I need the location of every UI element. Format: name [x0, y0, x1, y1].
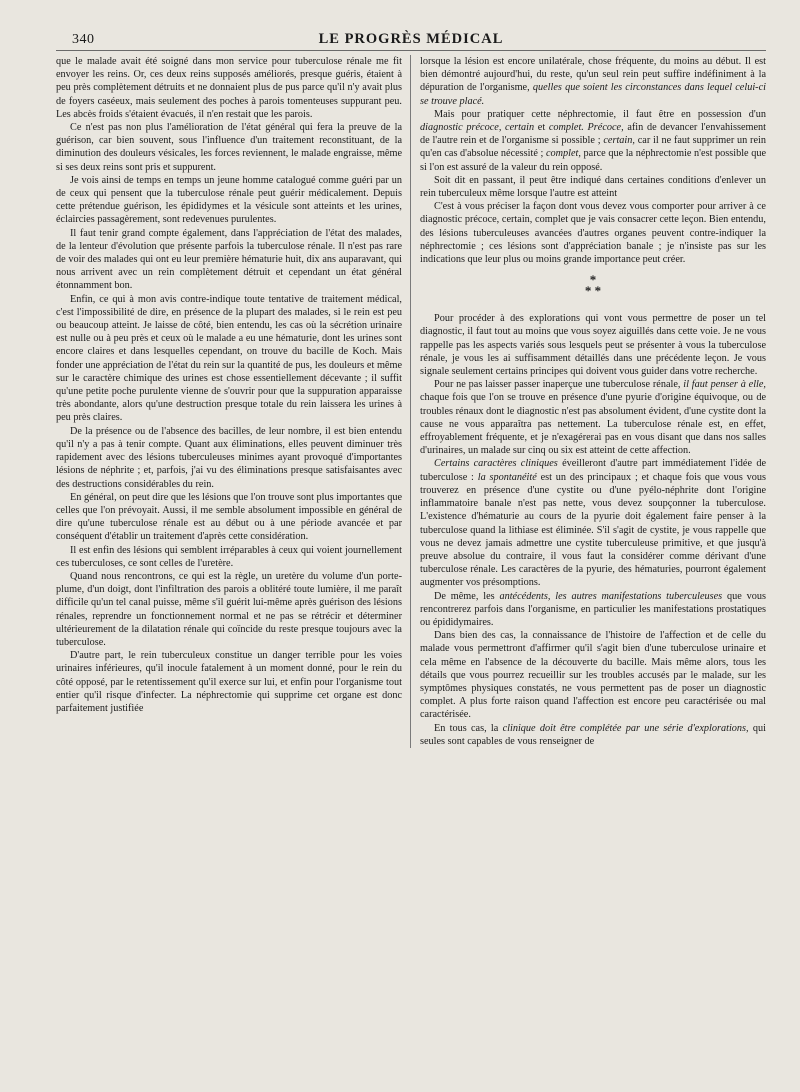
text-run: est un des principaux ; et chaque fois que vous vous trouverez en présence d'une cystite ou d'une pyélo-néphrite dont l'origine inflammatoire banale n'est pas nette, vous devez soupçonner la tuberculose. L'existence d'hématurie au cours de la pyurie doit également faire penser à la tuberculose quand la lithiase est éliminée. S'il s'agit de cystite, je vous rappelle que vous ne devez jamais admettre une cystite tuberculeuse primitive, et que jusqu'à preuve absolue du contraire, il vous faut la considérer comme dérivant d'une tuberculose rénale. Les caractères de la pyurie, des hématuries, pourront également augmenter vos présomptions.	[420, 471, 766, 589]
paragraph	[420, 55, 766, 108]
paragraph: Soit dit en passant, il peut être indiqué dans certaines conditions d'enlever un rein tuberculeux même lorsque l'autre est atteint	[420, 174, 766, 200]
paragraph	[420, 457, 766, 589]
paragraph: Ce n'est pas non plus l'amélioration de l'état général qui fera la preuve de la guérison, car bien souvent, sous l'influence d'un traitement reconstituant, de la diminution des douleurs vésicales, les forces reviennent, le malade engraisse, même si ses deux reins sont pris et suppurent.	[56, 122, 402, 173]
paragraph	[420, 590, 766, 630]
text-run: et	[534, 122, 549, 134]
italic-text: diagnostic précoce, certain	[420, 122, 535, 134]
text-run: En tous cas, la	[434, 722, 503, 734]
page-header	[56, 28, 766, 51]
paragraph: Je vois ainsi de temps en temps un jeune homme catalogué comme guéri par un de ceux qui pensent que la tuberculose rénale peut guérir médicalement. Depuis cette prétendue guérison, les épididymes et la vésicule sont atteints et les urines, éclaircies passagèrement, sont redevenues purulentes.	[56, 174, 402, 226]
italic-text: Certains caractères cliniques	[434, 458, 558, 470]
text-run: que vous rencontrerez parfois dans l'organisme, en particulier les manifestations prostatiques ou épididymaires.	[420, 590, 766, 628]
paragraph: que le malade avait été soigné dans mon service pour tuberculose rénale me fit envoyer les reins. Or, ces deux reins supposés améliorés, presque guéris, étaient à peu près complètement détruits et ne donnaient plus de pus parce qu'il n'y avait plus de foyers caséeux, mais seulement des poches à parois tomenteuses suppurant peu. Les abcès froids s'étaient évacués, il n'en restait que les parois.	[56, 56, 402, 120]
italic-text: complet. Précoce,	[548, 122, 624, 134]
page-number: 340	[72, 32, 95, 47]
text-run: afin de devancer l'envahissement de l'autre rein et de l'organisme si possible ;	[420, 122, 766, 147]
italic-text: quelles que soient les circonstances dans lequel celui-ci se trouve placé.	[420, 82, 766, 107]
paragraph: D'autre part, le rein tuberculeux constitue un danger terrible pour les voies urinaires inférieures, qu'il inocule fatalement à un moment donné, pour le rein du côté opposé, par le retentissement qu'il exerce sur lui, et enfin pour l'organisme tout entier qu'il risque d'infecter. La néphrectomie qui supprime cet organe est donc parfaitement justifiée	[56, 650, 402, 714]
journal-title: LE PROGRÈS MÉDICAL	[318, 31, 504, 47]
text-run: parce que la néphrectomie n'est possible que si l'on est assuré de la valeur du rein opposé.	[420, 148, 766, 173]
paragraph: En général, on peut dire que les lésions que l'on trouve sont plus importantes que celles que l'on prévoyait. Aussi, il me semble absolument impossible en général de dire qu'une tuberculose rénale est au début ou à une période avancée et par conséquent d'établir un traitement d'après cette considération.	[56, 491, 402, 543]
column-divider	[410, 55, 411, 748]
paragraph: Il faut tenir grand compte également, dans l'appréciation de l'état des malades, de la lenteur d'évolution que présente parfois la tuberculose rénale. Il n'est pas rare de voir des malades qui ont eu leur première hématurie huit, dix ans auparavant, qui nous arrivent avec un rein complètement détruit et cependant un état général étonnamment bon.	[56, 227, 402, 292]
paragraph	[420, 108, 766, 174]
text-run: éveilleront d'autre part immédiatement l'idée de tuberculose :	[420, 458, 766, 483]
italic-text: la spontanéité	[477, 471, 537, 483]
paragraph	[420, 722, 766, 748]
paragraph: Dans bien des cas, la connaissance de l'histoire de l'affection et de celle du malade vous permettront d'affirmer qu'il s'agit bien d'une tuberculose urinaire et cela même en l'absence de la découverte du bacille. Mais même alors, tous les détails que vous pourrez recueillir sur les troubles accusés par le malade, sur les symptômes physiques constatés, ne vous permettent pas de poser un diagnostic complet. A plus forte raison quand l'affection est encore peu caractérisée ou mal caractérisée.	[420, 630, 766, 721]
paragraph	[420, 378, 766, 457]
paragraph: C'est à vous préciser la façon dont vous devez vous comporter pour arriver à ce diagnostic précoce, certain, complet que je vais consacrer cette leçon. Bien entendu, des lésions tuberculeuses avancées d'autres organes peuvent contre-indiquer la néphrectomie ; ces lésions sont d'appréciation banale ; je n'insiste pas sur les indications que leur plus ou moins grande importance peut créer.	[420, 201, 766, 266]
text-run: Mais pour pratiquer cette néphrectomie, il faut être en possession d'un	[434, 108, 766, 120]
text-run: qui seules sont capables de vous renseigner de	[420, 722, 766, 747]
section-separator	[420, 272, 766, 299]
italic-text: clinique doit être complétée par une série d'explorations,	[502, 722, 749, 734]
separator-star-top: *	[589, 272, 597, 288]
text-run: car il ne faut supprimer un rein qu'en cas d'absolue nécessité ;	[420, 135, 766, 160]
italic-text: il faut penser à elle,	[683, 379, 766, 391]
paragraph: Enfin, ce qui à mon avis contre-indique toute tentative de traitement médical, c'est l'impossibilité de dire, en présence de la plupart des malades, si le rein est peu ou beaucoup atteint. Je laisse de côté, bien entendu, les cas où la sécrétion urinaire est nulle ou à peu près et ceux où le malade a eu une hématurie, dont les urines sont encore claires et dans lesquelles cependant, on trouve du bacille de Koch. Mais fonder une appréciation de l'état du rein sur la quantité de pus, les douleurs et même sur le caractère chimique des urines est chose essentiellement décevante ; il suffit qu'une petite poche purulente vienne de s'ouvrir pour que la suppuration apparaisse très abondante, alors qu'une destruction presque totale du rein laissera les urines à peu près claires.	[56, 293, 402, 424]
paragraph: Pour procéder à des explorations qui vont vous permettre de poser un tel diagnostic, il faut tout au moins que vous soyez aiguillés dans cette voie. Je ne vous rappelle pas les aspects variés sous lesquels peut se présenter à vous la tuberculose rénale, je vous les ai suffisamment détaillés dans une précédente leçon. Je vous signale seulement certains principes qui doivent vous guider dans votre recherche.	[420, 313, 766, 378]
paragraph: Il est enfin des lésions qui semblent irréparables à ceux qui voient journellement ces tuberculoses, ce sont celles de l'uretère.	[56, 544, 402, 569]
left-column	[56, 55, 406, 748]
text-run: Pour ne pas laisser passer inaperçue une tuberculose rénale,	[434, 379, 684, 391]
italic-text: complet,	[545, 148, 581, 160]
right-column	[416, 55, 766, 748]
italic-text: antécédents, les autres manifestations tuberculeuses	[499, 590, 723, 602]
separator-star-bottom: * *	[584, 283, 602, 299]
text-run: chaque fois que l'on se trouve en présence d'une pyurie d'origine équivoque, ou de troubles rénaux dont le diagnostic n'est pas absolument évident, d'une cystite dont la cause ne vous apparaîtra pas nettement. La tuberculose rénale est, en effet, effroyablement fréquente, et je n'exagérerai pas en vous disant que dans nos salles d'urinaires, un malade sur cinq ou six est atteint de cette affection.	[420, 392, 766, 457]
paragraph: De la présence ou de l'absence des bacilles, de leur nombre, il est bien entendu qu'il n'y a pas à tenir compte. Quant aux éliminations, elles peuvent diminuer très rapidement avec des lésions tuberculeuses minimes ayant provoqué d'importantes lésions de néphrite ; et, parfois, j'ai vu des éliminations presque satisfaisantes avec des destructions considérables du rein.	[56, 425, 402, 490]
paragraph: Quand nous rencontrons, ce qui est la règle, un uretère du volume d'un porte-plume, d'un doigt, dont l'infiltration des parois a oblitéré toute lumière, il me paraît difficile qu'un tel canal puisse, même s'il guérit lui-même après guérison des lésions rénales, reprendre un fonctionnement normal et ne pas se rétrécir et déterminer ultérieurement de la dilatation rénale qui coïncide du reste presque toujours avec la tuberculose.	[56, 570, 402, 648]
text-run: lorsque la lésion est encore unilatérale, chose fréquente, du moins au début. Il est bien démontré aujourd'hui, du reste, qu'un seul rein peut suffire indéfiniment à la dépuration de l'organisme,	[420, 56, 766, 94]
text-columns	[56, 55, 766, 748]
italic-text: certain,	[603, 135, 635, 147]
text-run: De même, les	[434, 590, 500, 602]
